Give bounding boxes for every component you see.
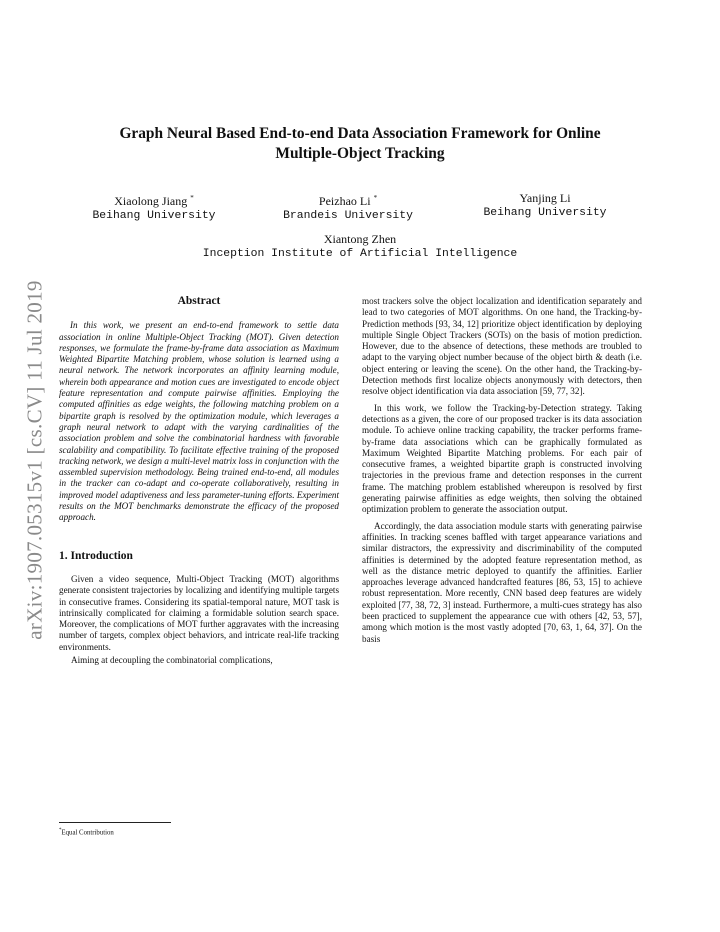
footnote-rule (59, 822, 171, 823)
intro-paragraph: Given a video sequence, Multi-Object Tracking (MOT) algorithms generate consistent trajectories by localizing and identifying multiple targets in consecutive frames. Considering its spatial-temporal nature, MOT task is intrinsically complicated for claiming a formidable solution search space. Moreover, the complications of MOT further aggravates with the increasing number of targets, complex object behaviors, and intricate real-life tracking environments. (59, 573, 339, 652)
abstract-text: In this work, we present an end-to-end framework to settle data association in online Multiple-Object Tracking (MOT). Given detection responses, we formulate the frame-by-frame data association as Maximum Weighted Bipartite Matching problem, whose solution is learned using a neural network. The network incorporates an affinity learning module, wherein both appearance and motion cues are investigated to encode object feature representation and compute pairwise affinities. Employing the computed affinities as edge weights, the following matching problem on a bipartite graph is resolved by the optimization module, which leverages a graph neural network to adapt with the varying cardinalities of the association problem and solve the combinatorial hardness with favorable scalability and compatibility. To facilitate effective training of the proposed tracking network, we design a multi-level matrix loss in conjunction with the assembled supervision methodology. Being trained end-to-end, all modules in the tracker can co-adapt and co-operate collaboratively, resulting in improved model adaptiveness and less parameter-tuning efforts. Experiment results on the MOT benchmarks demonstrate the efficacy of the proposed approach. (59, 320, 339, 523)
author-affiliation: Inception Institute of Artificial Intelligence (202, 248, 518, 260)
author-affiliation: Beihang University (92, 210, 216, 222)
body-paragraph: Accordingly, the data association module starts with generating pairwise affinities. In tracking scenes baffled with target appearance variations and similar distractors, the expressivity and discriminability of the computed affinities is determined by the adopted feature representation method, as well as the distance metric deployed to quantify the affinities. Earlier approaches leverage advanced handcrafted features [86, 53, 15] to achieve robust representation. More recently, CNN based deep features are widely exploited [77, 38, 72, 3] instead. Furthermore, a multi-cues strategy has also been practiced to supplement the appearance cue with others [42, 53, 57], among which motion is the most vastly adopted [70, 63, 1, 64, 37]. On the basis (362, 520, 642, 644)
paper-title (60, 124, 660, 164)
footnote-text: Equal Contribution (61, 829, 114, 837)
author-affiliation: Beihang University (483, 207, 607, 219)
introduction-heading: 1. Introduction (59, 549, 133, 562)
author-2 (248, 191, 448, 223)
footnote (59, 822, 339, 837)
right-column (362, 296, 642, 645)
arxiv-identifier: arXiv:1907.05315v1 [cs.CV] 11 Jul 2019 (22, 280, 47, 640)
body-paragraph: most trackers solve the object localization and identification separately and lead to two categories of MOT algorithms. On one hand, the Tracking-by-Prediction methods [93, 34, 12] prioritize object identification by deploying multiple Single Object Trackers (SOTs) on the basis of motion prediction. However, due to the absence of detections, these methods are troubled to adapt to the varying object number because of the object birth & death (i.e. object entering or leaving the scene). On the other hand, the Tracking-by-Detection methods first localize objects anonymously with detectors, then resolve object identification via data association [59, 77, 32]. (362, 296, 642, 397)
body-paragraph: In this work, we follow the Tracking-by-Detection strategy. Taking detections as a given, the core of our proposed tracker is its data association module. To achieve online tracking capability, the tracker performs frame-by-frame data associations which can be graphically formulated as Maximum Weighted Bipartite Matching problems. For each pair of consecutive frames, a weighted bipartite graph is constructed involving trajectories in the previous frame and detection responses in the current frame. The matching problem established whereupon is resolved by first generating pairwise affinities as edge weights, then solving the obtained optimization problem to generate the association output. (362, 402, 642, 515)
arxiv-stamp (12, 250, 58, 670)
title-line-2: Multiple-Object Tracking (275, 145, 445, 162)
intro-paragraph: Aiming at decoupling the combinatorial complications, (71, 655, 273, 666)
author-name: Xiaolong Jiang (114, 194, 188, 208)
title-line-1: Graph Neural Based End-to-end Data Association Framework for Online (119, 125, 601, 142)
author-3 (445, 191, 645, 220)
author-4 (150, 232, 570, 261)
author-name: Xiantong Zhen (323, 232, 397, 246)
footnote-mark: * (59, 828, 62, 833)
author-name: Peizhao Li (318, 194, 371, 208)
left-column (59, 296, 339, 666)
equal-contribution-mark: * (373, 194, 378, 202)
abstract-heading: Abstract (177, 295, 221, 307)
author-name: Yanjing Li (519, 191, 571, 205)
author-1 (54, 191, 254, 223)
equal-contribution-mark: * (190, 194, 194, 202)
author-affiliation: Brandeis University (283, 210, 413, 222)
